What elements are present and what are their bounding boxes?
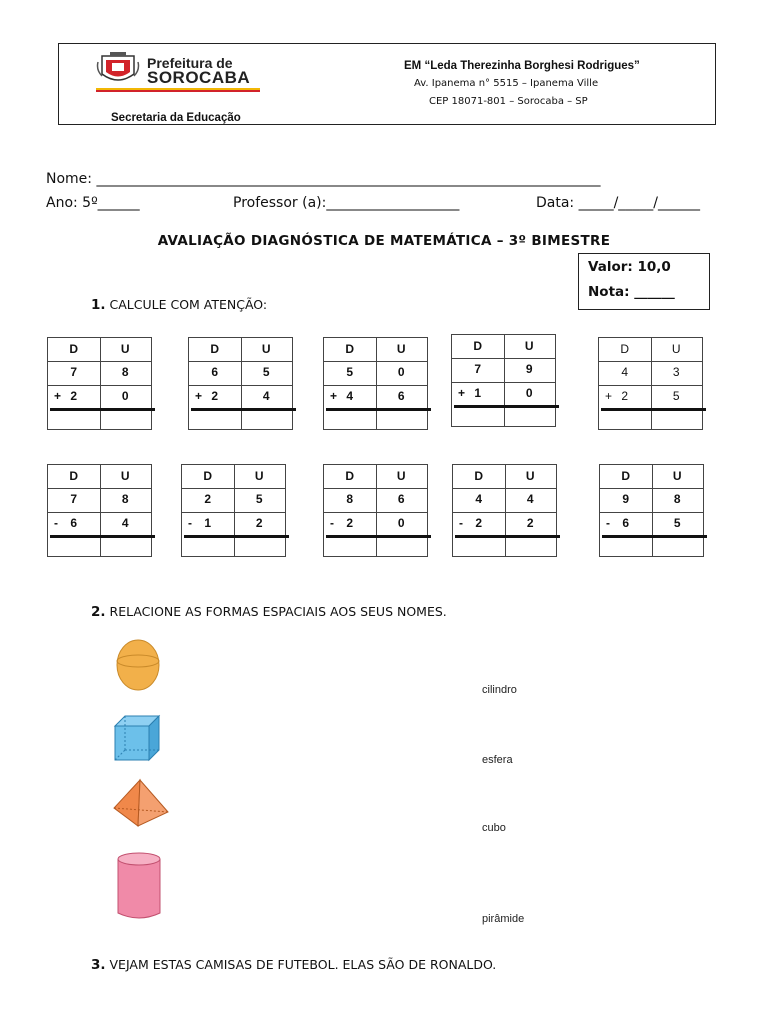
header-u: U — [396, 342, 406, 356]
bottom-tens: 2 — [621, 389, 629, 403]
grid-line — [452, 382, 555, 383]
top-tens: 8 — [346, 492, 354, 506]
name-field[interactable]: Nome: ________________________________________________________________________ — [46, 171, 601, 187]
calc-grid — [188, 337, 293, 430]
operator: + — [458, 386, 466, 400]
header-u: U — [120, 469, 130, 483]
question-2-text: RELACIONE AS FORMAS ESPACIAIS AOS SEUS NOMES. — [105, 604, 447, 619]
bottom-tens: 6 — [70, 516, 78, 530]
header-u: U — [120, 342, 130, 356]
date-field[interactable]: Data: _____/_____/______ — [536, 195, 701, 211]
top-units: 5 — [255, 492, 263, 506]
top-units: 8 — [121, 492, 129, 506]
school-name: EM “Leda Therezinha Borghesi Rodrigues” — [404, 60, 640, 72]
sum-line — [454, 405, 559, 408]
header-u: U — [525, 469, 535, 483]
bottom-units: 4 — [262, 389, 270, 403]
grid-line — [599, 385, 702, 386]
question-1-text: CALCULE COM ATENÇÃO: — [105, 297, 268, 312]
sum-line — [184, 535, 289, 538]
bottom-units: 0 — [525, 386, 533, 400]
header-u: U — [672, 469, 682, 483]
grid-line — [189, 361, 292, 362]
bottom-tens: 1 — [204, 516, 212, 530]
question-1-title — [91, 297, 267, 313]
header-d: D — [203, 469, 213, 483]
label-sphere: esfera — [482, 754, 513, 766]
cylinder-icon — [115, 851, 163, 921]
cube-icon — [111, 712, 163, 764]
grid-line — [324, 512, 427, 513]
top-tens: 2 — [204, 492, 212, 506]
bottom-units: 2 — [526, 516, 534, 530]
operator: - — [54, 516, 58, 530]
header-u: U — [261, 342, 271, 356]
top-units: 3 — [672, 365, 680, 379]
calc-grid — [598, 337, 703, 430]
sum-line — [602, 535, 707, 538]
calc-grid — [181, 464, 286, 557]
question-2-number: 2. — [91, 604, 106, 620]
page-title: AVALIAÇÃO DIAGNÓSTICA DE MATEMÁTICA – 3º BIMESTRE — [157, 233, 611, 249]
top-units: 8 — [121, 365, 129, 379]
header-u: U — [671, 342, 681, 356]
sum-line — [191, 408, 296, 411]
logo-name-line1: Prefeitura de — [147, 55, 233, 71]
operator: - — [459, 516, 463, 530]
top-units: 6 — [397, 492, 405, 506]
operator: + — [605, 389, 613, 403]
header-d: D — [345, 342, 355, 356]
grid-line — [453, 512, 556, 513]
pyramid-icon — [112, 778, 170, 830]
grid-line — [48, 512, 151, 513]
question-3-title — [91, 957, 496, 973]
top-tens: 4 — [475, 492, 483, 506]
calc-grid — [599, 464, 704, 557]
bottom-tens: 2 — [70, 389, 78, 403]
top-tens: 7 — [70, 492, 78, 506]
grid-line — [324, 488, 427, 489]
bottom-tens: 2 — [211, 389, 219, 403]
score-value: Valor: 10,0 — [588, 259, 671, 275]
question-2-title — [91, 604, 447, 620]
school-address: Av. Ipanema n° 5515 – Ipanema Ville — [414, 78, 599, 89]
department-name: Secretaria da Educação — [111, 112, 241, 124]
grid-line — [324, 385, 427, 386]
header-d: D — [69, 342, 79, 356]
header-d: D — [345, 469, 355, 483]
question-1-number: 1. — [91, 297, 106, 313]
header-box — [58, 43, 716, 125]
top-units: 8 — [673, 492, 681, 506]
top-tens: 7 — [70, 365, 78, 379]
bottom-tens: 2 — [475, 516, 483, 530]
header-u: U — [524, 339, 534, 353]
top-units: 4 — [526, 492, 534, 506]
calc-grid — [451, 334, 556, 427]
sum-line — [50, 535, 155, 538]
bottom-units: 4 — [121, 516, 129, 530]
header-d: D — [620, 342, 630, 356]
top-tens: 4 — [621, 365, 629, 379]
question-3-text: VEJAM ESTAS CAMISAS DE FUTEBOL. ELAS SÃO DE RONALDO. — [105, 957, 497, 972]
sum-line — [326, 535, 431, 538]
calc-grid — [452, 464, 557, 557]
grid-line — [182, 512, 285, 513]
sum-line — [455, 535, 560, 538]
crest-icon — [96, 52, 140, 86]
label-pyramid: pirâmide — [482, 913, 525, 925]
grid-line — [453, 488, 556, 489]
top-units: 9 — [525, 362, 533, 376]
grid-line — [48, 361, 151, 362]
operator: - — [606, 516, 610, 530]
header-d: D — [621, 469, 631, 483]
grid-line — [600, 512, 703, 513]
calc-grid — [323, 337, 428, 430]
bottom-units: 6 — [397, 389, 405, 403]
grid-line — [599, 361, 702, 362]
bottom-tens: 4 — [346, 389, 354, 403]
grade-blank: Nota: ______ — [588, 284, 675, 300]
grid-line — [48, 385, 151, 386]
grid-line — [182, 488, 285, 489]
header-u: U — [254, 469, 264, 483]
question-3-number: 3. — [91, 957, 106, 973]
header-u: U — [396, 469, 406, 483]
top-tens: 9 — [622, 492, 630, 506]
bottom-tens: 6 — [622, 516, 630, 530]
grade-field[interactable]: Ano: 5º______ — [46, 195, 140, 211]
grid-line — [600, 488, 703, 489]
sphere-icon — [113, 637, 163, 693]
header-d: D — [210, 342, 220, 356]
bottom-units: 5 — [672, 389, 680, 403]
logo-stripe — [96, 88, 260, 92]
top-units: 0 — [397, 365, 405, 379]
operator: - — [330, 516, 334, 530]
grid-line — [189, 385, 292, 386]
top-tens: 7 — [474, 362, 482, 376]
sum-line — [601, 408, 706, 411]
bottom-units: 2 — [255, 516, 263, 530]
teacher-field[interactable]: Professor (a):___________________ — [233, 195, 460, 211]
header-d: D — [474, 469, 484, 483]
calc-grid — [47, 337, 152, 430]
sum-line — [326, 408, 431, 411]
operator: - — [188, 516, 192, 530]
logo-name-line2: SOROCABA — [147, 68, 251, 87]
school-postal-code: CEP 18071-801 – Sorocaba – SP — [429, 96, 588, 107]
calc-grid — [323, 464, 428, 557]
top-tens: 5 — [346, 365, 354, 379]
label-cylinder: cilindro — [482, 684, 517, 696]
bottom-tens: 2 — [346, 516, 354, 530]
header-d: D — [473, 339, 483, 353]
grid-line — [48, 488, 151, 489]
score-box — [578, 253, 710, 310]
grid-line — [452, 358, 555, 359]
header-d: D — [69, 469, 79, 483]
top-units: 5 — [262, 365, 270, 379]
bottom-units: 0 — [121, 389, 129, 403]
calc-grid — [47, 464, 152, 557]
label-cube: cubo — [482, 822, 506, 834]
top-tens: 6 — [211, 365, 219, 379]
bottom-units: 5 — [673, 516, 681, 530]
bottom-units: 0 — [397, 516, 405, 530]
operator: + — [195, 389, 203, 403]
sum-line — [50, 408, 155, 411]
operator: + — [330, 389, 338, 403]
operator: + — [54, 389, 62, 403]
grid-line — [324, 361, 427, 362]
bottom-tens: 1 — [474, 386, 482, 400]
